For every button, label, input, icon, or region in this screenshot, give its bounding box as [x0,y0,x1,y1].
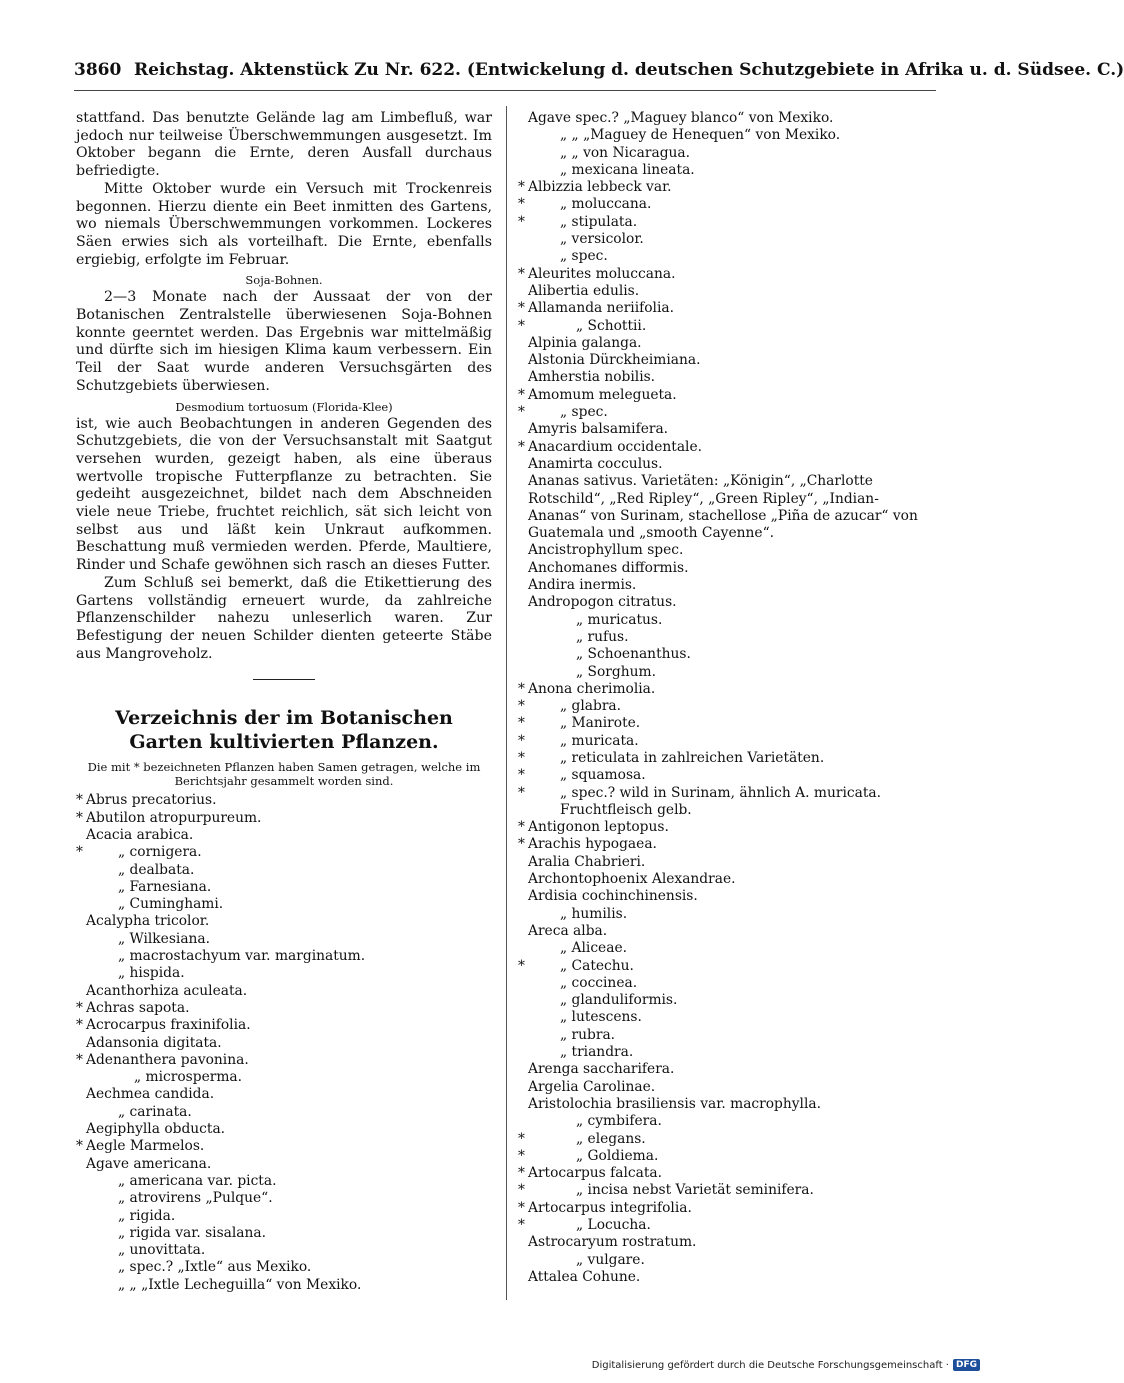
plant-entry [76,792,492,809]
plant-name: Aristolochia brasiliensis var. macrophylla. [528,1095,821,1112]
seed-marker: * [518,213,525,230]
plant-name: Anona cherimolia. [528,680,656,697]
plant-entry [76,879,492,896]
paragraph: Mitte Oktober wurde ein Versuch mit Trockenreis begonnen. Hierzu diente ein Beet inmitten des Gartens, wo niemals Überschwemmungen vorkommen. Lockeres Säen erwies sich als vorteilhaft. Die Ernte, ebenfalls ergiebig, erfolgte im Februar. [76,180,492,268]
plant-name: Andropogon citratus. [528,594,677,611]
plant-name: „ spec. [560,404,608,421]
seed-marker: * [518,680,525,697]
seed-marker: * [518,265,525,282]
plant-entry [518,231,932,248]
plant-entry [518,1044,932,1061]
plant-entry [518,1200,932,1217]
plant-entry [76,1242,492,1259]
plant-name: „ versicolor. [560,231,644,248]
plant-name: „ glanduliformis. [560,992,678,1009]
plant-name: „ mexicana lineata. [560,161,695,178]
plant-entry [518,542,932,559]
plant-name: „ rufus. [576,628,629,645]
plant-entry [518,819,932,836]
seed-marker: * [518,196,525,213]
left-column [76,110,492,1294]
plant-name: Anacardium occidentale. [528,438,703,455]
plant-entry [518,127,932,144]
seed-marker: * [518,698,525,715]
plant-name: Anchomanes difformis. [528,559,689,576]
plant-name: „ muricatus. [576,611,663,628]
plant-name: „ rubra. [560,1026,616,1043]
plant-entry [76,1156,492,1173]
plant-name: Ananas sativus. Varietäten: „Königin“, „Charlotte Rotschild“, „Red Ripley“, „Green Ripley“, „Indian-Ananas“ von Surinam, stachellose „Piña de azucar“ von Guatemala und „smooth Cayenne“. [528,473,918,542]
plant-entry [518,836,932,853]
plant-entry [518,439,932,456]
plant-name: „ cymbifera. [576,1113,662,1130]
right-column [518,110,932,1286]
paragraph: Zum Schluß sei bemerkt, daß die Etikettierung des Gartens vollständig erneuert wurde, da zahlreiche Pflanzenschilder nahezu unleserlich waren. Zur Befestigung der neuen Schilder dienten geteerte Stäbe aus Mangroveholz. [76,574,492,662]
plant-name: Acalypha tricolor. [86,913,210,930]
seed-marker: * [76,809,83,826]
plant-name: Arachis hypogaea. [528,836,657,853]
plant-name: „ Cuminghami. [118,896,224,913]
plant-name: Acrocarpus fraxinifolia. [86,1017,251,1034]
plant-entry [76,983,492,1000]
plant-name: „ Wilkesiana. [118,930,211,947]
seed-marker: * [518,300,525,317]
seed-marker: * [518,1199,525,1216]
plant-name: „ rigida var. sisalana. [118,1224,267,1241]
plant-entry [518,1096,932,1113]
plant-name: „ atrovirens „Pulque“. [118,1190,273,1207]
seed-marker: * [518,836,525,853]
section-note: Die mit * bezeichneten Pflanzen haben Samen getragen, welche im Berichtsjahr gesammelt worden sind. [87,760,481,789]
seed-marker: * [518,819,525,836]
plant-name: „ rigida. [118,1207,176,1224]
plant-name: „ glabra. [560,698,622,715]
plant-entry [518,1217,932,1234]
plant-entry [518,785,932,820]
plant-name: „ Schoenanthus. [576,646,691,663]
plant-entry [518,1027,932,1044]
plant-name: Ancistrophyllum spec. [528,542,684,559]
seed-marker: * [518,404,525,421]
seed-marker: * [76,1017,83,1034]
plant-entry [518,940,932,957]
plant-name: Argelia Carolinae. [528,1078,656,1095]
plant-name: Aegle Marmelos. [86,1138,205,1155]
plant-name: Aralia Chabrieri. [528,853,646,870]
plant-entry [518,214,932,231]
plant-entry [76,844,492,861]
seed-marker: * [518,1217,525,1233]
seed-marker: * [518,1165,525,1182]
plant-entry [76,896,492,913]
plant-name: „ humilis. [560,905,628,922]
plant-name: „ lutescens. [560,1009,642,1026]
plant-name: Amherstia nobilis. [528,369,656,386]
plant-list [76,792,492,1294]
plant-entry [76,1052,492,1069]
plant-name: Allamanda neriifolia. [528,300,674,317]
plant-entry [518,110,932,127]
plant-entry [518,1234,932,1251]
plant-entry [76,965,492,982]
plant-name: „ americana var. picta. [118,1172,277,1189]
seed-marker: * [518,749,525,766]
plant-name: „ Schottii. [576,317,647,334]
plant-entry [76,1225,492,1242]
plant-name: Attalea Cohune. [528,1268,641,1285]
plant-entry [518,145,932,162]
seed-marker: * [76,999,83,1016]
seed-marker: * [76,844,83,861]
plant-name: Artocarpus falcata. [528,1165,662,1182]
plant-name: „ Locucha. [576,1217,651,1233]
plant-name: Ardisia cochinchinensis. [528,888,698,905]
plant-entry [518,387,932,404]
plant-name: „ cornigera. [118,844,202,861]
plant-entry [518,318,932,335]
seed-marker: * [518,784,525,801]
plant-entry [76,1173,492,1190]
plant-name: Aegiphylla obducta. [86,1121,226,1138]
seed-marker: * [518,386,525,403]
paragraph: ist, wie auch Beobachtungen in anderen Gegenden des Schutzgebiets, die von der Versuchsanstalt mit Saatgut versehen wurden, gezeigt haben, als eine überaus wertvolle tropische Futterpflanze zu betrachten. Sie gedeiht ausgezeichnet, bildet nach dem Abschneiden viele neue Triebe, fruchtet reichlich, sät sich leicht von selbst aus und läßt kein Unkraut aufkommen. Beschattung muß vermieden werden. Pferde, Maultiere, Rinder und Schafe gewöhnen sich rasch an dieses Futter. [76,415,492,574]
plant-name: Adansonia digitata. [86,1034,222,1051]
plant-name: „ stipulata. [560,213,638,230]
plant-name: „ coccinea. [560,974,638,991]
plant-entry [518,248,932,265]
plant-name: „ dealbata. [118,861,195,878]
plant-name: Alstonia Dürckheimiana. [528,352,701,369]
plant-name: „ Manirote. [560,715,641,732]
plant-name: „ vulgare. [576,1251,645,1268]
plant-entry [518,1269,932,1286]
plant-entry [76,862,492,879]
plant-entry [76,948,492,965]
digitization-credit [592,1359,980,1371]
plant-entry [76,1000,492,1017]
plant-entry [76,1208,492,1225]
plant-list [518,110,932,1286]
plant-name: Abrus precatorius. [86,792,217,809]
paragraph: 2—3 Monate nach der Aussaat der von der Botanischen Zentralstelle überwiesenen Soja-Bohnen konnte geerntet werden. Das Ergebnis war mittelmäßig und dürfte sich im hiesigen Klima kaum verbessern. Ein Teil der Saat wurde anderen Versuchsgärten des Schutzgebiets überwiesen. [76,289,492,394]
plant-name: Aechmea candida. [86,1086,215,1103]
plant-name: „ macrostachyum var. marginatum. [118,948,366,965]
plant-entry [76,1069,492,1086]
plant-entry [76,1104,492,1121]
plant-entry [518,871,932,888]
plant-name: Albizzia lebbeck var. [528,179,672,196]
plant-name: „ Catechu. [560,957,634,974]
plant-entry [518,923,932,940]
plant-entry [76,1086,492,1103]
plant-name: „ triandra. [560,1044,634,1061]
plant-entry [518,1131,932,1148]
seed-marker: * [76,1138,83,1155]
plant-entry [518,473,932,542]
plant-name: Amomum melegueta. [528,386,677,403]
plant-entry [76,1017,492,1034]
plant-entry [76,913,492,930]
plant-entry [518,750,932,767]
plant-entry [518,733,932,750]
plant-entry [518,196,932,213]
seed-marker: * [518,1147,525,1164]
plant-entry [518,906,932,923]
plant-name: „ unovittata. [118,1242,206,1259]
plant-name: „ „ „Ixtle Lecheguilla“ von Mexiko. [118,1276,362,1293]
plant-name: „ „ von Nicaragua. [560,144,691,161]
plant-name: Arenga saccharifera. [528,1061,675,1078]
plant-entry [76,1190,492,1207]
paragraph: stattfand. Das benutzte Gelände lag am Limbefluß, war jedoch nur teilweise Überschwemmungen ausgesetzt. Im Oktober begann die Ernte, deren Ausfall durchaus befriedigte. [76,110,492,180]
section-separator [253,679,315,680]
plant-entry [518,1079,932,1096]
plant-name: „ squamosa. [560,767,646,784]
plant-entry [518,958,932,975]
plant-name: Acanthorhiza aculeata. [86,982,248,999]
subheading: Desmodium tortuosum (Florida-Klee) [175,399,393,414]
plant-name: „ spec.? wild in Surinam, ähnlich A. muricata. Fruchtfleisch gelb. [560,784,881,818]
plant-entry [518,560,932,577]
plant-name: Anamirta cocculus. [528,455,663,472]
seed-marker: * [518,1130,525,1147]
plant-name: „ moluccana. [560,196,652,213]
plant-entry [76,1035,492,1052]
plant-name: „ hispida. [118,965,185,982]
plant-entry [518,352,932,369]
plant-entry [518,1061,932,1078]
plant-entry [518,1148,932,1165]
plant-entry [76,931,492,948]
plant-entry [76,1138,492,1155]
plant-name: Aleurites moluccana. [528,265,676,282]
column-divider [506,106,507,1300]
plant-entry [76,810,492,827]
plant-entry [518,404,932,421]
plant-entry [518,300,932,317]
seed-marker: * [76,1051,83,1068]
plant-entry [518,664,932,681]
seed-marker: * [518,767,525,784]
plant-entry [518,1009,932,1026]
plant-name: Acacia arabica. [86,826,194,843]
page-number: 3860 [74,60,122,80]
plant-entry [518,1252,932,1269]
seed-marker: * [518,732,525,749]
seed-marker: * [518,438,525,455]
plant-entry [518,369,932,386]
plant-entry [518,179,932,196]
plant-entry [518,975,932,992]
plant-name: „ Sorghum. [576,663,656,680]
plant-entry [518,629,932,646]
plant-entry [76,1259,492,1276]
plant-name: „ Aliceae. [560,940,627,957]
seed-marker: * [518,179,525,196]
plant-name: Artocarpus integrifolia. [528,1199,692,1216]
plant-entry [518,1165,932,1182]
plant-name: Alpinia galanga. [528,334,642,351]
plant-name: „ Goldiema. [576,1147,659,1164]
plant-entry [518,646,932,663]
seed-marker: * [518,957,525,974]
plant-entry [518,283,932,300]
plant-entry [518,1182,932,1199]
seed-marker: * [76,792,83,809]
plant-entry [518,681,932,698]
plant-entry [518,162,932,179]
plant-name: Alibertia edulis. [528,282,640,299]
plant-name: Astrocaryum rostratum. [528,1234,697,1251]
plant-name: Agave americana. [86,1155,212,1172]
plant-name: Adenanthera pavonina. [86,1051,249,1068]
plant-entry [518,888,932,905]
plant-entry [518,698,932,715]
running-title: Reichstag. Aktenstück Zu Nr. 622. (Entwickelung d. deutschen Schutzgebiete in Afrika u. d. Südsee. C.) [134,60,1124,80]
plant-entry [518,1113,932,1130]
plant-entry [76,1121,492,1138]
plant-name: „ carinata. [118,1103,192,1120]
plant-name: „ Farnesiana. [118,878,212,895]
plant-entry [76,1277,492,1294]
plant-name: Andira inermis. [528,577,637,594]
plant-name: Abutilon atropurpureum. [86,809,262,826]
plant-name: Areca alba. [528,922,608,939]
seed-marker: * [518,317,525,334]
header-rule [74,90,936,91]
plant-name: „ spec.? „Ixtle“ aus Mexiko. [118,1259,312,1276]
plant-entry [518,577,932,594]
plant-name: „ „ „Maguey de Henequen“ von Mexiko. [560,127,841,144]
dfg-logo: DFG [953,1359,980,1371]
plant-entry [518,992,932,1009]
credit-text: Digitalisierung gefördert durch die Deutsche Forschungsgemeinschaft · [591,1359,949,1371]
plant-entry [518,266,932,283]
seed-marker: * [518,715,525,732]
plant-name: „ elegans. [576,1130,646,1147]
plant-entry [518,594,932,611]
plant-entry [518,421,932,438]
plant-entry [518,335,932,352]
plant-entry [518,854,932,871]
plant-name: Achras sapota. [86,999,190,1016]
plant-name: „ reticulata in zahlreichen Varietäten. [560,749,825,766]
plant-entry [518,456,932,473]
plant-name: Agave spec.? „Maguey blanco“ von Mexiko. [528,110,834,126]
plant-name: „ incisa nebst Varietät seminifera. [576,1182,814,1199]
plant-name: „ spec. [560,248,608,265]
plant-name: „ muricata. [560,732,639,749]
plant-name: Amyris balsamifera. [528,421,669,438]
plant-name: Antigonon leptopus. [528,819,669,836]
section-title: Verzeichnis der im Botanischen Garten kultivierten Pflanzen. [115,707,453,754]
plant-name: „ microsperma. [134,1069,243,1086]
subheading: Soja-Bohnen. [245,273,323,288]
plant-entry [76,827,492,844]
plant-entry [518,715,932,732]
seed-marker: * [518,1182,525,1199]
plant-entry [518,612,932,629]
plant-entry [518,767,932,784]
plant-name: Archontophoenix Alexandrae. [528,871,736,888]
page-header [74,60,1124,88]
